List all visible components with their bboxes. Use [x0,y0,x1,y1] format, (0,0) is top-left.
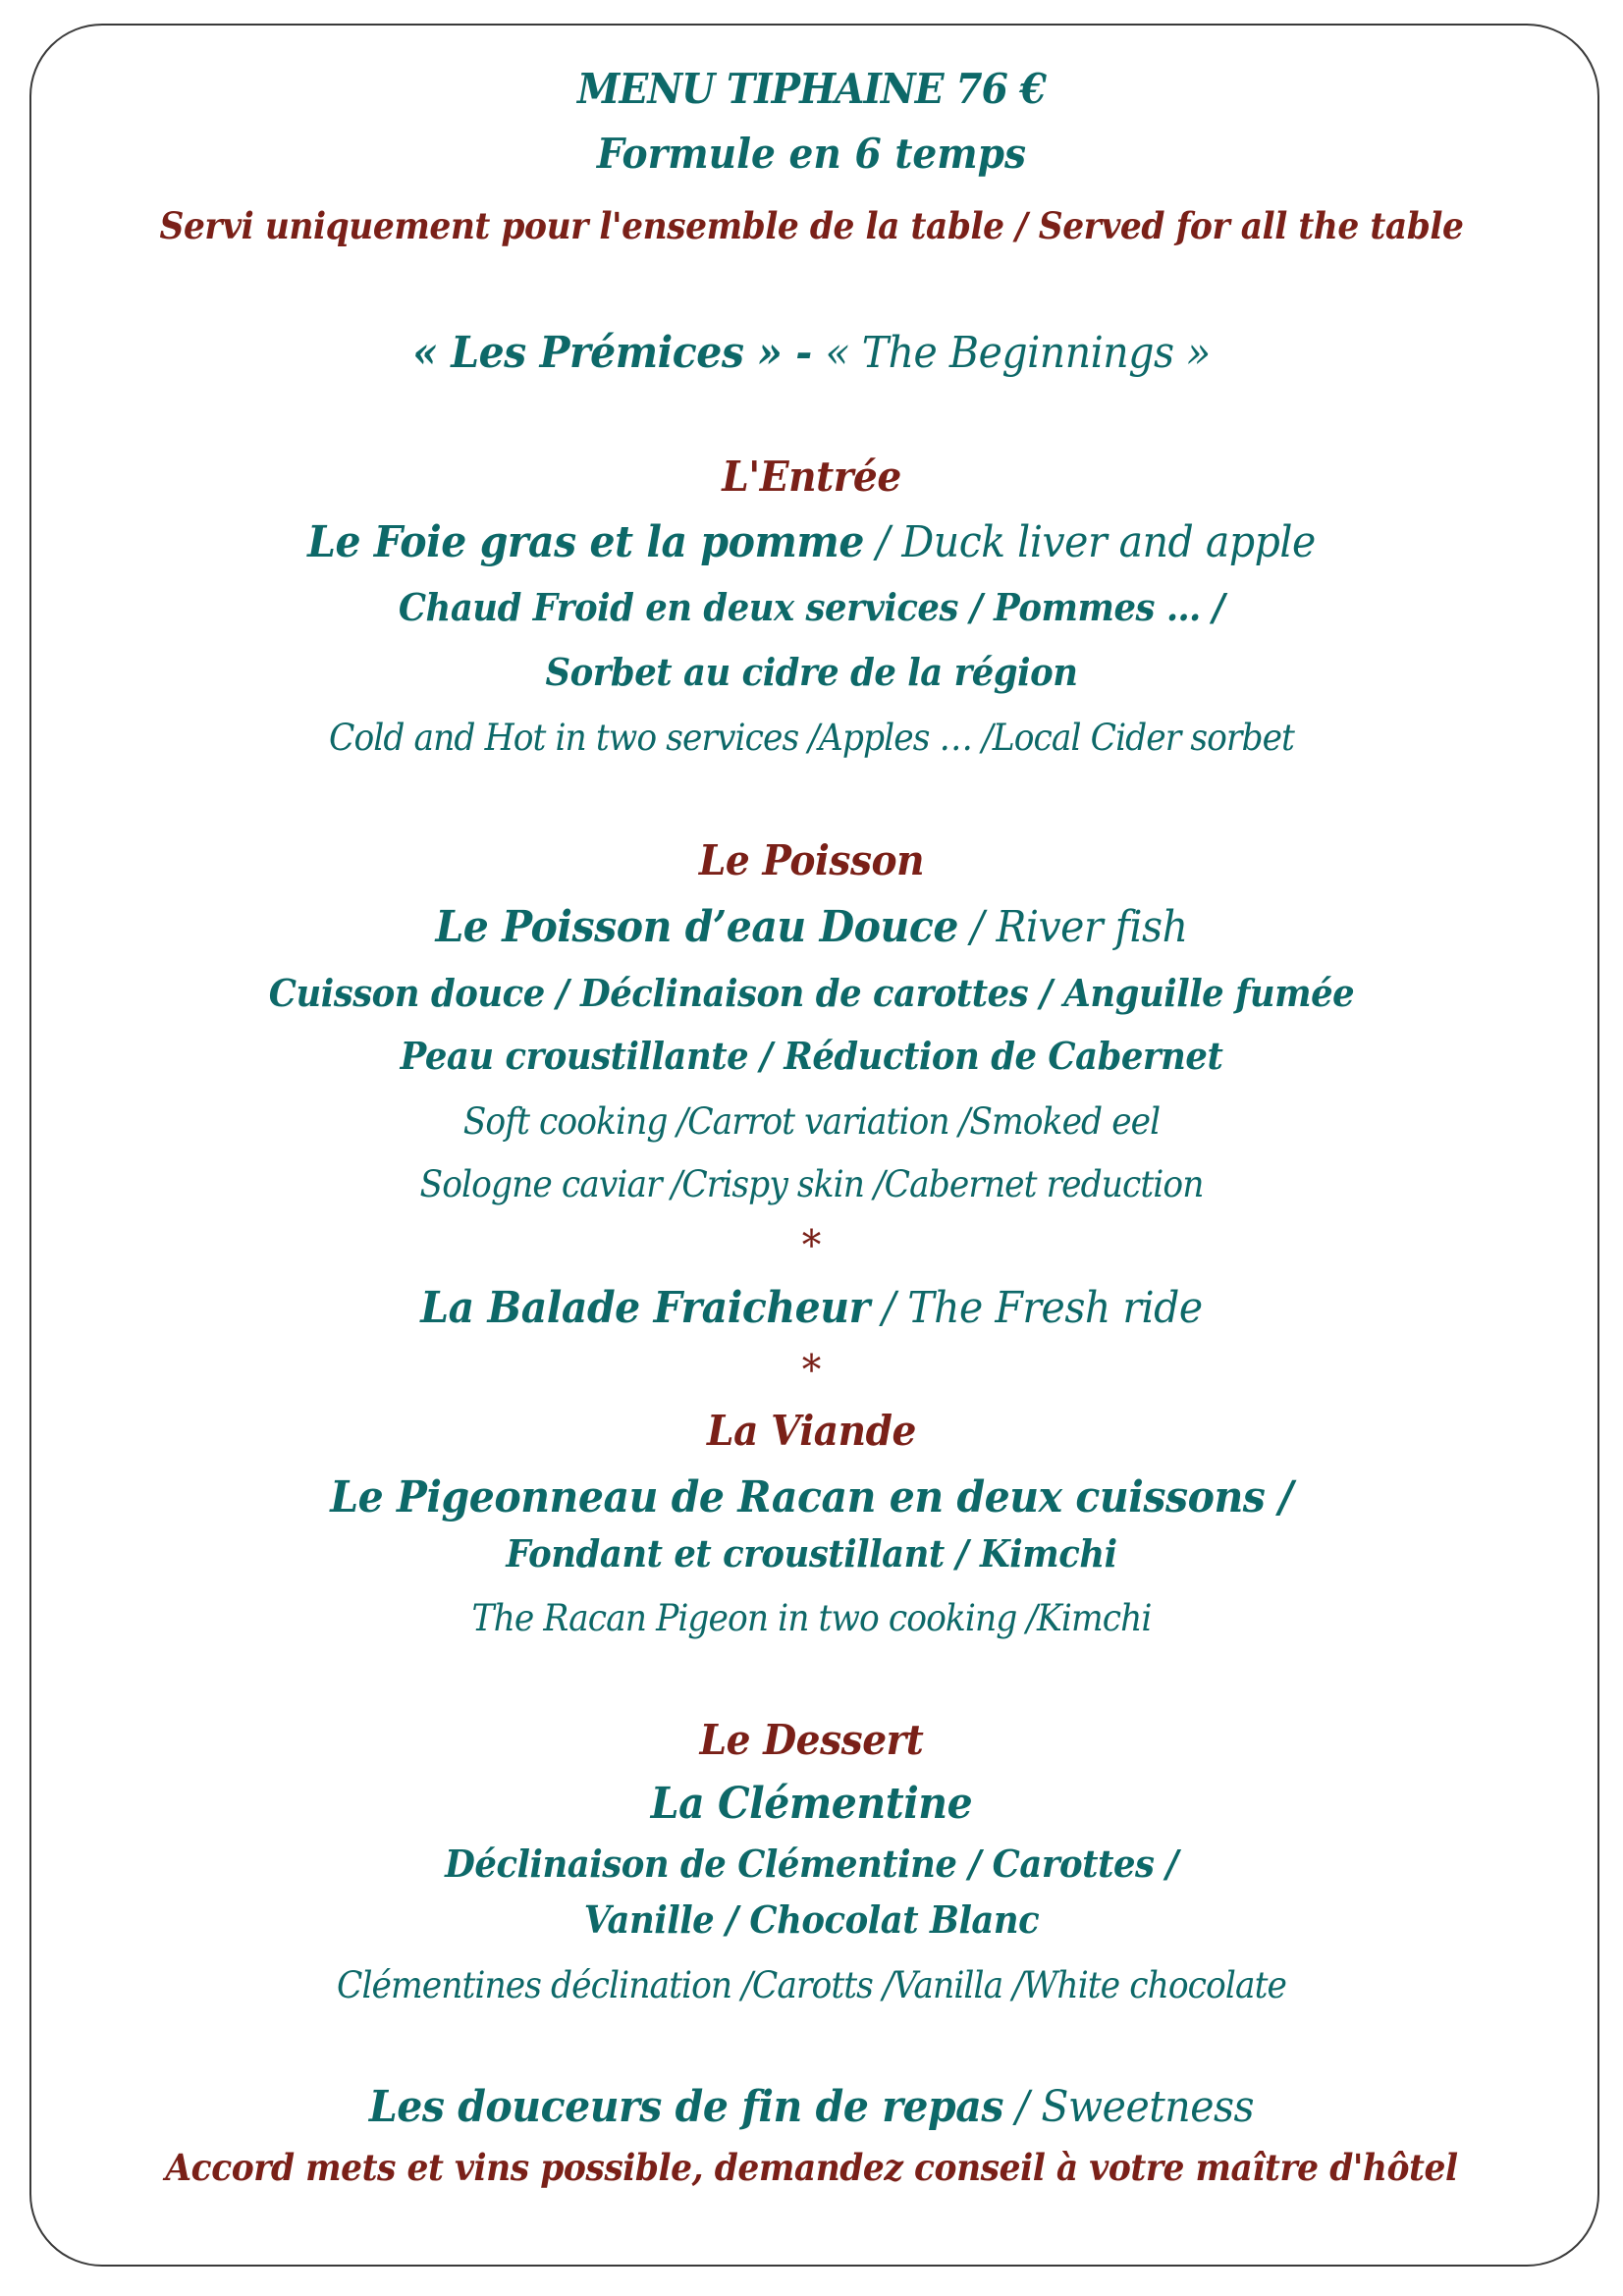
viande-dish-fr: Le Pigeonneau de Racan en deux cuissons / [330,1472,1293,1522]
poisson-detail-fr-1: Cuisson douce / Déclinaison de carottes / Anguille fumée [268,971,1355,1015]
premices-fr: « Les Prémices » [412,328,783,378]
dessert-detail-fr-1: Déclinaison de Clémentine / Carottes / [445,1842,1178,1886]
balade-dish [56,1283,1568,1333]
entree-detail-en: Cold and Hot in two services /Apples … /Local Cider sorbet [329,717,1294,759]
poisson-category: Le Poisson [698,836,925,884]
viande-category: La Viande [707,1407,916,1455]
poisson-detail-en-2: Sologne caviar /Crispy skin /Cabernet reduction [419,1163,1204,1205]
entree-dish-en: / Duck liver and apple [863,517,1316,567]
separator-star-1: * [801,1221,822,1269]
poisson-detail-fr-2: Peau croustillante / Réduction de Cabernet [400,1034,1223,1078]
served-note: Servi uniquement pour l'ensemble de la table / Served for all the table [159,204,1464,247]
premices-line [56,328,1568,378]
poisson-dish-en: / River fish [957,902,1188,952]
viande-detail-fr: Fondant et croustillant / Kimchi [506,1531,1117,1575]
entree-category: L'Entrée [722,453,901,501]
poisson-dish [56,902,1568,952]
balade-dish-en: / The Fresh ride [869,1283,1203,1333]
dessert-detail-fr-2: Vanille / Chocolat Blanc [583,1897,1040,1942]
dessert-dish-fr: La Clémentine [650,1779,973,1829]
douceurs-dish-fr: Les douceurs de fin de repas [368,2082,1003,2132]
separator-star-2: * [801,1346,822,1394]
formula-subtitle: Formule en 6 temps [596,130,1027,178]
entree-detail-fr-2: Sorbet au cidre de la région [545,650,1078,694]
entree-detail-fr-1: Chaud Froid en deux services / Pommes … / [398,585,1225,629]
douceurs-dish-en: / Sweetness [1002,2082,1255,2132]
entree-dish [56,517,1568,567]
entree-dish-fr: Le Foie gras et la pomme [307,517,864,567]
poisson-dish-fr: Le Poisson d’eau Douce [435,902,958,952]
premices-separator: - [782,328,826,378]
menu-title: MENU TIPHAINE 76 € [577,65,1046,113]
viande-detail-en: The Racan Pigeon in two cooking /Kimchi [471,1597,1152,1639]
dessert-detail-en: Clémentines déclination /Carotts /Vanilla /White chocolate [337,1964,1286,2006]
pairing-note: Accord mets et vins possible, demandez conseil à votre maître d'hôtel [165,2146,1458,2189]
poisson-detail-en-1: Soft cooking /Carrot variation /Smoked eel [462,1100,1161,1143]
balade-dish-fr: La Balade Fraicheur [420,1283,870,1333]
douceurs-dish [56,2082,1568,2132]
premices-en: « The Beginnings » [825,328,1211,378]
dessert-category: Le Dessert [699,1716,924,1764]
